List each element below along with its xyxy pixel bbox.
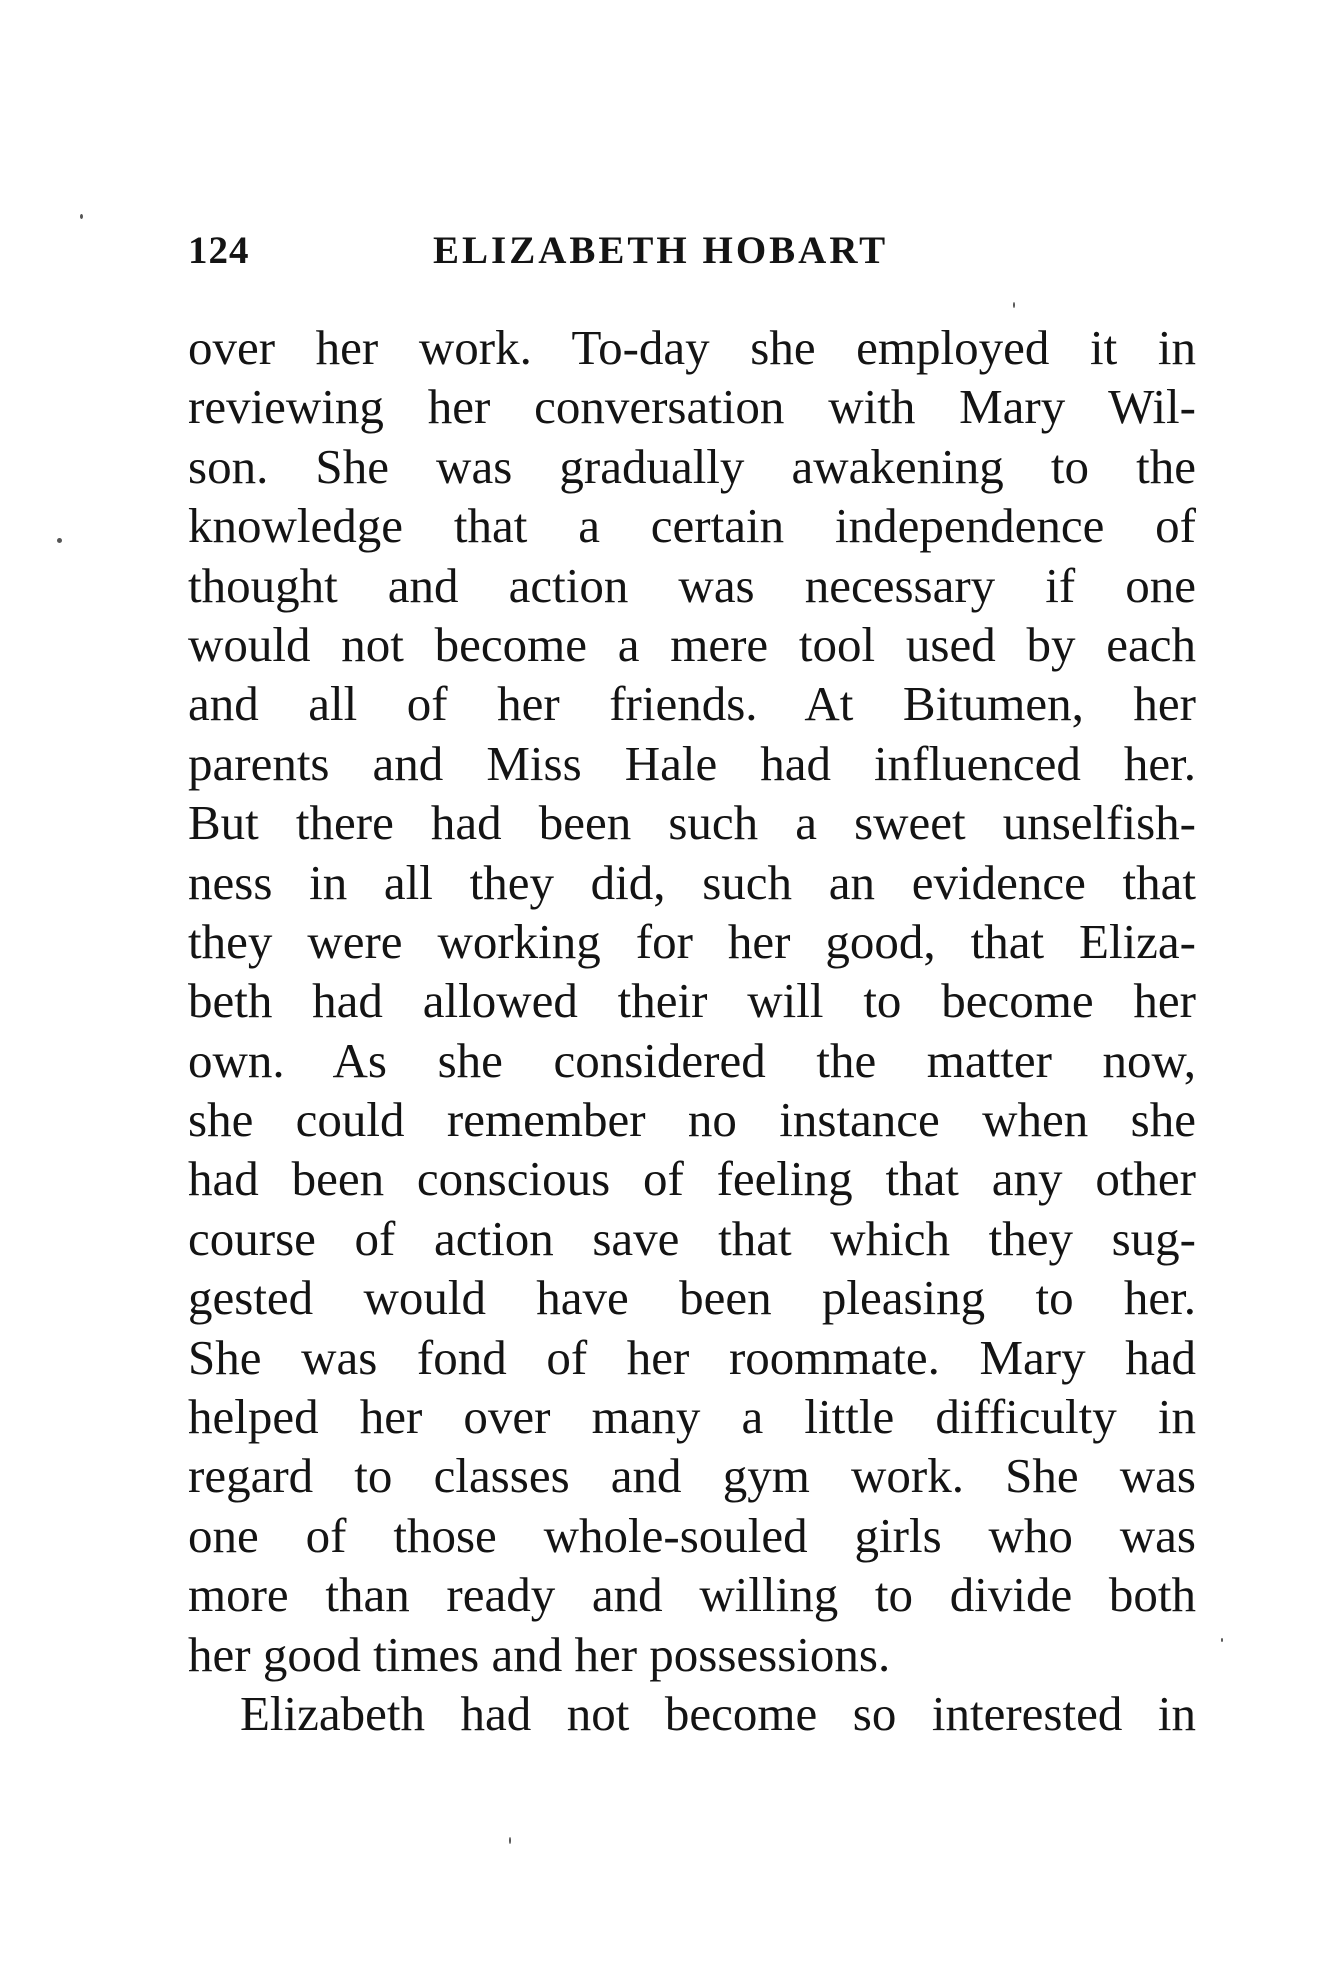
text-line: course of action save that which they sug- [188,1210,1196,1266]
scan-speck [57,538,62,543]
text-line: one of those whole-souled girls who was [188,1507,1196,1563]
text-line: beth had allowed their will to become her [188,973,1196,1029]
paragraph-continued [188,318,1196,1684]
scan-speck [80,214,83,219]
text-line: they were working for her good, that Eliza- [188,913,1196,969]
running-head: ELIZABETH HOBART [433,229,889,272]
text-line: over her work. To-day she employed it in [188,320,1196,375]
text-line: had been conscious of feeling that any other [188,1151,1196,1207]
text-line: son. She was gradually awakening to the [188,438,1196,494]
paragraph [188,1684,1196,1743]
text-line: She was fond of her roommate. Mary had [188,1329,1196,1385]
text-line: knowledge that a certain independence of [188,498,1196,554]
text-line: Elizabeth had not become so interested in [240,1685,1196,1741]
text-line: parents and Miss Hale had influenced her. [188,735,1196,791]
text-line: thought and action was necessary if one [188,557,1196,613]
text-line: But there had been such a sweet unselfish- [188,795,1196,851]
scan-speck [1013,302,1015,308]
text-line: her good times and her possessions. [188,1626,891,1682]
text-line: regard to classes and gym work. She was [188,1448,1196,1504]
text-line: reviewing her conversation with Mary Wil- [188,379,1196,435]
text-line: and all of her friends. At Bitumen, her [188,676,1196,732]
text-line: she could remember no instance when she [188,1092,1196,1148]
text-line: own. As she considered the matter now, [188,1032,1196,1088]
body-text [188,318,1196,1743]
page-number: 124 [188,229,250,272]
text-line: gested would have been pleasing to her. [188,1270,1196,1326]
text-line: ness in all they did, such an evidence that [188,854,1196,910]
text-line: helped her over many a little difficulty in [188,1389,1196,1445]
page-header [188,228,1208,288]
text-line: more than ready and willing to divide both [188,1567,1196,1623]
scan-speck [1221,1638,1223,1642]
scan-speck [509,1837,511,1844]
text-line: would not become a mere tool used by each [188,616,1196,672]
